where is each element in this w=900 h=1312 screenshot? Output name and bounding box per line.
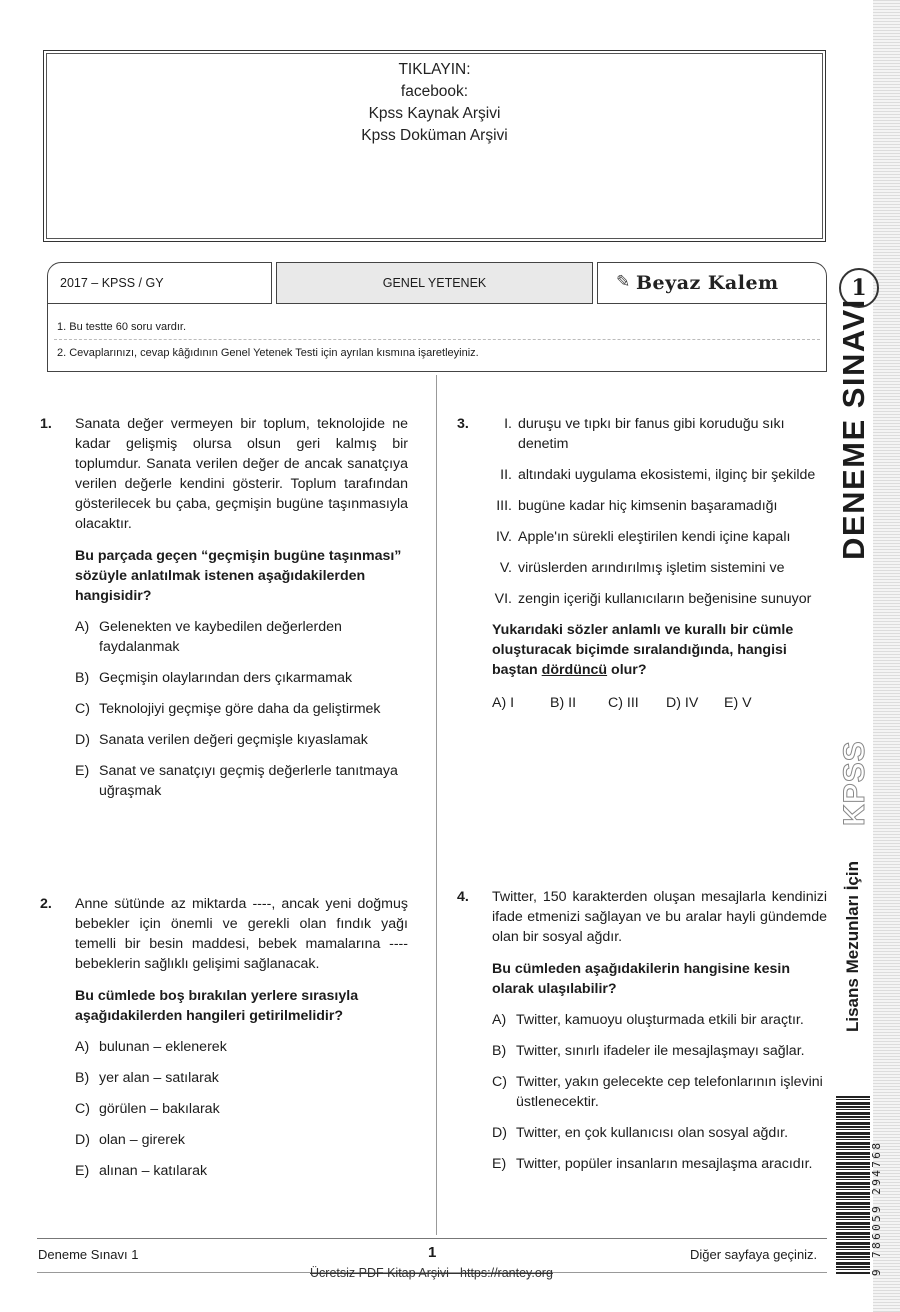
- statement-4: IV. Apple'ın sürekli eleştirilen kendi içine kapalı: [495, 529, 791, 545]
- notice-line-4: Kpss Doküman Arşivi: [361, 127, 508, 144]
- question-stem: Bu cümleden aşağıdakilerin hangisine kesin olarak ulaşılabilir?: [492, 961, 791, 997]
- question-stem: Bu cümlede boş bırakılan yerlere sırasıyla aşağıdakilerden hangileri getirilmelidir?: [75, 988, 359, 1024]
- exam-label-box: [47, 262, 272, 304]
- instructions: [47, 304, 827, 372]
- option-e[interactable]: E) V: [724, 695, 752, 711]
- instruction-1: 1. Bu testte 60 soru vardır.: [57, 321, 187, 333]
- option-b[interactable]: B) Twitter, sınırlı ifadeler ile mesajlaşmayı sağlar.: [492, 1043, 805, 1059]
- option-a[interactable]: A) Gelenekten ve kaybedilen değerlerden faydalanmak: [75, 619, 342, 655]
- test-number-badge: 1: [839, 268, 879, 308]
- question-text: Sanata değer vermeyen bir toplum, teknolojide ne kadar gelişmiş olursa olsun geri kalmış bir toplumdur. Sanata verilen değer de ancak sanatçıya verilen değerle kendini gösterir. Toplum tarafından gösterilecek bu çaba, geçmişin bugüne taşınmasıyla olacaktır.: [75, 416, 408, 532]
- option-e[interactable]: E) alınan – katılarak: [75, 1163, 208, 1179]
- option-d[interactable]: D) Twitter, en çok kullanıcısı olan sosyal ağdır.: [492, 1125, 789, 1141]
- option-c[interactable]: C) görülen – bakılarak: [75, 1101, 220, 1117]
- kpss-logo: KPSS: [838, 740, 871, 826]
- notice-line-1: TIKLAYIN:: [398, 61, 471, 78]
- pen-icon: ✎: [616, 272, 631, 291]
- isbn-number: 9 786059 294768: [870, 1140, 883, 1276]
- brand-logo: Beyaz Kalem: [636, 272, 779, 294]
- question-number: 2.: [40, 896, 52, 912]
- option-d[interactable]: D) olan – girerek: [75, 1132, 185, 1148]
- footer-top-line: [37, 1238, 827, 1239]
- question-number: 3.: [457, 416, 469, 432]
- brand-box: [597, 262, 827, 304]
- lisans-label: Lisans Mezunları İçin: [843, 861, 862, 1032]
- question-number: 4.: [457, 889, 469, 905]
- option-b[interactable]: B) yer alan – satılarak: [75, 1070, 219, 1086]
- question-stem: Yukarıdaki sözler anlamlı ve kurallı bir cümle oluşturacak biçimde sıralandığında, hangisi baştan dördüncü olur?: [492, 622, 794, 678]
- section-label-box: [276, 262, 593, 304]
- column-divider: [436, 375, 437, 1235]
- edge-texture: [873, 0, 900, 1312]
- option-e[interactable]: E) Sanat ve sanatçıyı geçmiş değerlerle tanıtmaya uğraşmak: [75, 763, 398, 799]
- option-a[interactable]: A) Twitter, kamuoyu oluşturmada etkili bir araçtır.: [492, 1012, 804, 1028]
- barcode: [836, 1096, 870, 1274]
- option-c[interactable]: C) Twitter, yakın gelecekte cep telefonlarının işlevini üstlenecektir.: [492, 1074, 823, 1110]
- option-c[interactable]: C) III: [608, 695, 639, 711]
- section-label: GENEL YETENEK: [382, 276, 487, 290]
- option-b[interactable]: B) Geçmişin olaylarından ders çıkarmamak: [75, 670, 353, 686]
- footer-exam-name: Deneme Sınavı 1: [38, 1247, 139, 1262]
- option-c[interactable]: C) Teknolojiyi geçmişe göre daha da geliştirmek: [75, 701, 381, 717]
- statement-2: II. altındaki uygulama ekosistemi, ilginç bir şekilde: [500, 467, 816, 483]
- notice-line-3: Kpss Kaynak Arşivi: [368, 105, 501, 122]
- instruction-divider: [54, 339, 820, 340]
- statement-3: III. bugüne kadar hiç kimsenin başaramadığı: [496, 498, 778, 514]
- option-d[interactable]: D) IV: [666, 695, 699, 711]
- statement-6: VI. zengin içeriği kullanıcıların beğenisine sunuyor: [494, 591, 812, 607]
- options-row: [492, 693, 826, 713]
- question-text: Twitter, 150 karakterden oluşan mesajlarla kendinizi ifade etmenizi sağlayan ve bu aralar hayli gündemde olan bir sosyal ağdır.: [492, 889, 827, 945]
- option-e[interactable]: E) Twitter, popüler insanların mesajlaşma aracıdır.: [492, 1156, 813, 1172]
- footer-next-page: Diğer sayfaya geçiniz.: [690, 1247, 818, 1262]
- option-a[interactable]: A) I: [492, 695, 515, 711]
- exam-label: 2017 – KPSS / GY: [60, 276, 164, 290]
- question-text: Anne sütünde az miktarda ----, ancak yeni doğmuş bebekler için önemli ve gerekli olan fındık yağı temelli bir besin maddesi, bebek mamalarına ---- bebeklerin sağlıklı gelişimi sağlanacak.: [75, 896, 408, 972]
- watermark-text: Ücretsiz PDF Kitap Arşivi - https://rantey.org: [310, 1266, 553, 1280]
- question-number: 1.: [40, 416, 52, 432]
- notice-line-2: facebook:: [400, 83, 469, 100]
- option-a[interactable]: A) bulunan – eklenerek: [75, 1039, 227, 1055]
- instruction-2: 2. Cevaplarınızı, cevap kâğıdının Genel Yetenek Testi için ayrılan kısmına işaretleyiniz.: [57, 347, 479, 359]
- deneme-sinavi-label: DENEME SINAVI: [836, 298, 871, 560]
- statement-5: V. virüslerden arındırılmış işletim sistemini ve: [499, 560, 785, 576]
- statement-1: I. duruşu ve tıpkı bir fanus gibi koruduğu sıkı denetim: [504, 416, 785, 452]
- notice-box: [43, 50, 826, 242]
- page-number: 1: [428, 1244, 437, 1261]
- question-stem: Bu parçada geçen “geçmişin bugüne taşınması” sözüyle anlatılmak istenen aşağıdakilerden hangisidir?: [75, 548, 402, 604]
- option-d[interactable]: D) Sanata verilen değeri geçmişle kıyaslamak: [75, 732, 368, 748]
- option-b[interactable]: B) II: [550, 695, 577, 711]
